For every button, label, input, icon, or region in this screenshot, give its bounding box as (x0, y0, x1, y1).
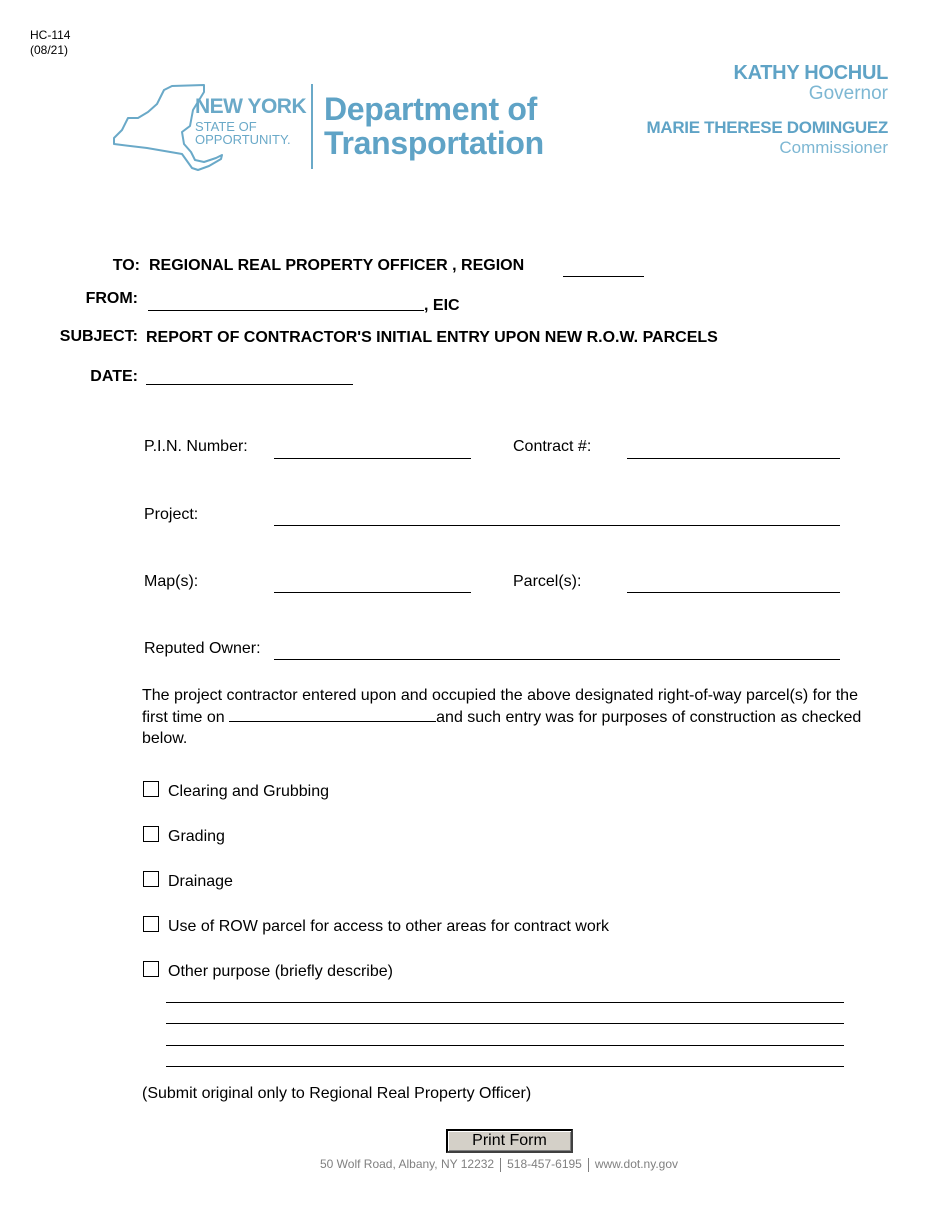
owner-field[interactable] (274, 643, 840, 660)
other-purpose-label: Other purpose (briefly describe) (168, 963, 393, 980)
parcels-field[interactable] (627, 576, 840, 593)
description-line-4[interactable] (166, 1066, 844, 1067)
footer-website[interactable]: www.dot.ny.gov (594, 1157, 678, 1171)
governor-name: KATHY HOCHUL (733, 62, 888, 84)
governor-title: Governor (808, 83, 888, 104)
ny-line-2: STATE OF (195, 119, 257, 134)
to-label: TO: (112, 257, 140, 274)
other-purpose-checkbox[interactable] (143, 961, 159, 977)
description-line-3[interactable] (166, 1045, 844, 1046)
project-label: Project: (144, 506, 199, 523)
access-checkbox[interactable] (143, 916, 159, 932)
grading-label: Grading (168, 828, 225, 845)
from-label: FROM: (85, 290, 138, 307)
department-name (324, 92, 544, 160)
submit-note: (Submit original only to Regional Real Property Officer) (142, 1085, 532, 1102)
form-code (30, 28, 70, 58)
commissioner-title: Commissioner (779, 138, 888, 157)
description-line-1[interactable] (166, 1002, 844, 1003)
commissioner-name: MARIE THERESE DOMINGUEZ (646, 118, 888, 137)
owner-label: Reputed Owner: (144, 640, 261, 657)
maps-label: Map(s): (144, 573, 199, 590)
nys-wordmark (195, 96, 306, 146)
dept-line-1: Department of (324, 91, 538, 127)
parcels-label: Parcel(s): (513, 573, 582, 590)
drainage-checkbox[interactable] (143, 871, 159, 887)
checkbox-row-drainage (143, 873, 233, 891)
print-form-button[interactable]: Print Form (446, 1129, 573, 1153)
subject-text: REPORT OF CONTRACTOR'S INITIAL ENTRY UPON NEW R.O.W. PARCELS (146, 329, 718, 346)
form-number: HC-114 (30, 28, 71, 42)
date-label: DATE: (90, 368, 138, 385)
clearing-label: Clearing and Grubbing (168, 783, 329, 800)
from-suffix: , EIC (424, 297, 460, 314)
footer-phone: 518-457-6195 (507, 1157, 582, 1171)
checkbox-row-clearing (143, 783, 329, 801)
contract-field[interactable] (627, 442, 840, 459)
clearing-checkbox[interactable] (143, 781, 159, 797)
to-text: REGIONAL REAL PROPERTY OFFICER , REGION (149, 257, 525, 274)
entry-paragraph (142, 685, 862, 749)
project-field[interactable] (274, 509, 840, 526)
checkbox-row-access (143, 918, 609, 936)
paragraph-part-1: The project contractor entered upon and occupied the above designated right-of-way parcel(s) for the first time on (142, 687, 858, 726)
from-field[interactable] (148, 294, 424, 311)
pin-field[interactable] (274, 442, 471, 459)
officials-block (646, 62, 888, 157)
checkbox-row-other (143, 963, 393, 981)
region-field[interactable] (563, 260, 644, 277)
grading-checkbox[interactable] (143, 826, 159, 842)
description-line-2[interactable] (166, 1023, 844, 1024)
form-revision: (08/21) (30, 43, 69, 57)
pin-label: P.I.N. Number: (144, 438, 248, 455)
checkbox-row-grading (143, 828, 225, 846)
dept-line-2: Transportation (324, 125, 544, 161)
ny-line-1: NEW YORK (195, 95, 307, 118)
contract-label: Contract #: (513, 438, 592, 455)
access-label: Use of ROW parcel for access to other areas for contract work (168, 918, 610, 935)
paragraph-part-2: and such entry was for purposes of construction as checked below. (142, 709, 862, 747)
footer-separator (588, 1158, 589, 1172)
footer (0, 1157, 950, 1172)
entry-date-field[interactable] (229, 706, 436, 722)
logo-divider (311, 84, 313, 169)
footer-separator (500, 1158, 501, 1172)
ny-line-3: OPPORTUNITY. (195, 132, 291, 147)
drainage-label: Drainage (168, 873, 233, 890)
subject-label: SUBJECT: (59, 328, 138, 345)
maps-field[interactable] (274, 576, 471, 593)
date-field[interactable] (146, 368, 353, 385)
footer-address: 50 Wolf Road, Albany, NY 12232 (319, 1157, 495, 1171)
